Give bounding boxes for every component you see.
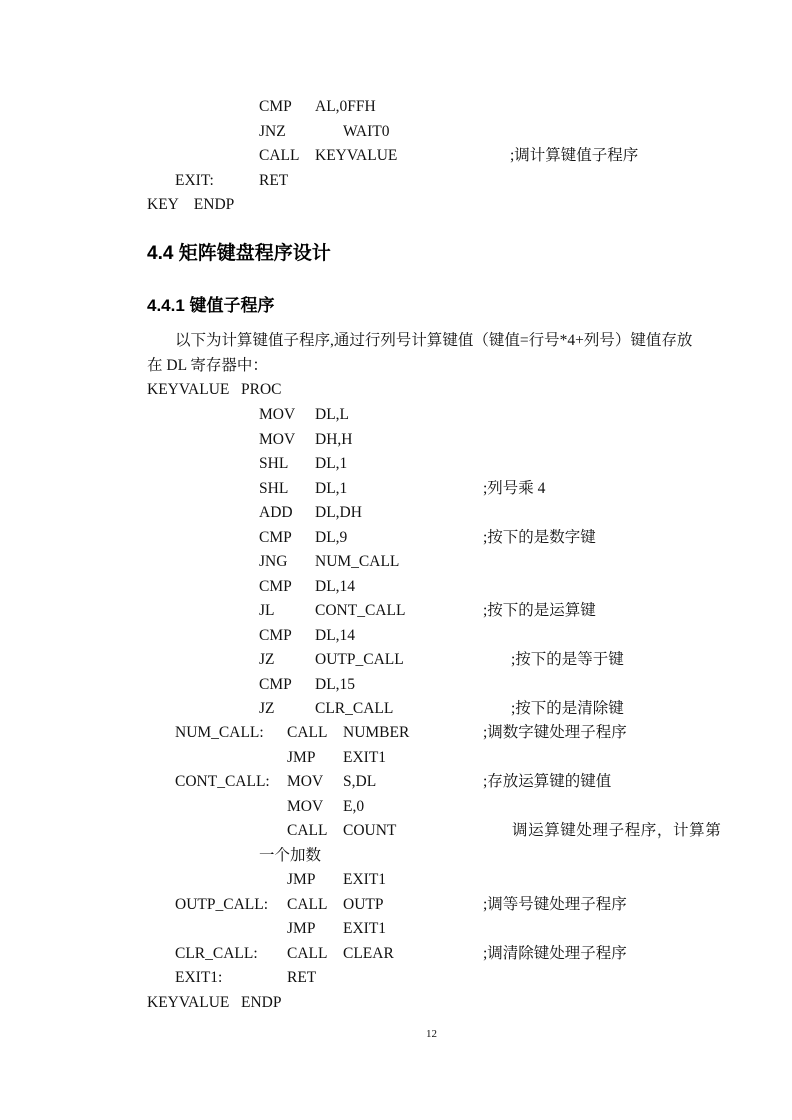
code-comment: ;按下的是运算键 bbox=[483, 602, 596, 619]
code-arg: EXIT1 bbox=[343, 871, 387, 888]
code-op: JZ bbox=[259, 700, 275, 717]
page-number: 12 bbox=[426, 1028, 437, 1040]
code-op: MOV bbox=[259, 431, 296, 448]
code-arg: COUNT bbox=[343, 822, 397, 839]
code-arg: WAIT0 bbox=[343, 123, 390, 140]
code-label: CLR_CALL: bbox=[175, 945, 258, 962]
code-op: ADD bbox=[259, 504, 293, 521]
code-arg: AL,0FFH bbox=[315, 98, 376, 115]
code-arg: CLR_CALL bbox=[315, 700, 394, 717]
code-op: CALL bbox=[287, 896, 328, 913]
code-arg: S,DL bbox=[343, 773, 377, 790]
intro-line-2: 在 DL 寄存器中： bbox=[147, 357, 268, 374]
code-arg: DL,DH bbox=[315, 504, 362, 521]
code-op: JNZ bbox=[259, 123, 286, 140]
code-arg: DL,L bbox=[315, 406, 350, 423]
code-label: NUM_CALL: bbox=[175, 724, 264, 741]
code-op: RET bbox=[259, 172, 289, 189]
code-op: CMP bbox=[259, 98, 292, 115]
code-arg: OUTP_CALL bbox=[315, 651, 404, 668]
code-op: CMP bbox=[259, 627, 292, 644]
code-arg: E,0 bbox=[343, 798, 365, 815]
code-comment: 调运算键处理子程序，计算第 bbox=[512, 822, 722, 839]
section-heading: 4.4 矩阵键盘程序设计 bbox=[147, 243, 331, 264]
code-op: MOV bbox=[287, 773, 324, 790]
code-arg: NUMBER bbox=[343, 724, 410, 741]
code-line: KEY ENDP bbox=[147, 196, 235, 213]
code-op: CALL bbox=[287, 945, 328, 962]
code-op: JZ bbox=[259, 651, 275, 668]
code-op: JMP bbox=[287, 871, 316, 888]
code-op: CMP bbox=[259, 529, 292, 546]
code-comment: ;存放运算键的键值 bbox=[483, 773, 612, 790]
code-arg: DL,1 bbox=[315, 480, 348, 497]
code-arg: KEYVALUE bbox=[315, 147, 398, 164]
code-arg: EXIT1 bbox=[343, 749, 387, 766]
code-comment: ;调数字键处理子程序 bbox=[483, 724, 627, 741]
code-arg: DL,9 bbox=[315, 529, 348, 546]
code-op: MOV bbox=[287, 798, 324, 815]
code-op: CALL bbox=[259, 147, 300, 164]
code-arg: CLEAR bbox=[343, 945, 394, 962]
subsection-heading: 4.4.1 键值子程序 bbox=[147, 296, 275, 315]
code-op: JMP bbox=[287, 749, 316, 766]
code-op: SHL bbox=[259, 480, 289, 497]
code-arg: DL,1 bbox=[315, 455, 348, 472]
code-comment: ;调等号键处理子程序 bbox=[483, 896, 627, 913]
code-op: JL bbox=[259, 602, 275, 619]
proc-footer: KEYVALUE ENDP bbox=[147, 994, 282, 1011]
code-comment: ;按下的是清除键 bbox=[511, 700, 624, 717]
code-arg: DL,14 bbox=[315, 627, 356, 644]
code-arg: NUM_CALL bbox=[315, 553, 400, 570]
code-op: MOV bbox=[259, 406, 296, 423]
code-comment: ;调清除键处理子程序 bbox=[483, 945, 627, 962]
code-comment-wrap: 一个加数 bbox=[259, 847, 322, 864]
code-comment: ;按下的是等于键 bbox=[511, 651, 624, 668]
proc-header: KEYVALUE PROC bbox=[147, 381, 282, 398]
code-arg: DL,15 bbox=[315, 676, 356, 693]
intro-line-1: 以下为计算键值子程序,通过行列号计算键值（键值=行号*4+列号）键值存放 bbox=[175, 332, 693, 349]
code-arg: DL,14 bbox=[315, 578, 356, 595]
code-arg: CONT_CALL bbox=[315, 602, 406, 619]
code-comment: ;列号乘 4 bbox=[483, 480, 546, 497]
code-label: EXIT1: bbox=[175, 969, 223, 986]
code-op: RET bbox=[287, 969, 317, 986]
code-op: CMP bbox=[259, 676, 292, 693]
code-arg: DH,H bbox=[315, 431, 353, 448]
code-op: JMP bbox=[287, 920, 316, 937]
code-arg: OUTP bbox=[343, 896, 384, 913]
code-comment: ;调计算键值子程序 bbox=[510, 147, 639, 164]
code-arg: EXIT1 bbox=[343, 920, 387, 937]
code-op: CALL bbox=[287, 724, 328, 741]
code-op: SHL bbox=[259, 455, 289, 472]
code-label: OUTP_CALL: bbox=[175, 896, 268, 913]
code-op: CALL bbox=[287, 822, 328, 839]
code-comment: ;按下的是数字键 bbox=[483, 529, 596, 546]
code-label: CONT_CALL: bbox=[175, 773, 270, 790]
code-op: CMP bbox=[259, 578, 292, 595]
code-label: EXIT: bbox=[175, 172, 214, 189]
code-op: JNG bbox=[259, 553, 288, 570]
